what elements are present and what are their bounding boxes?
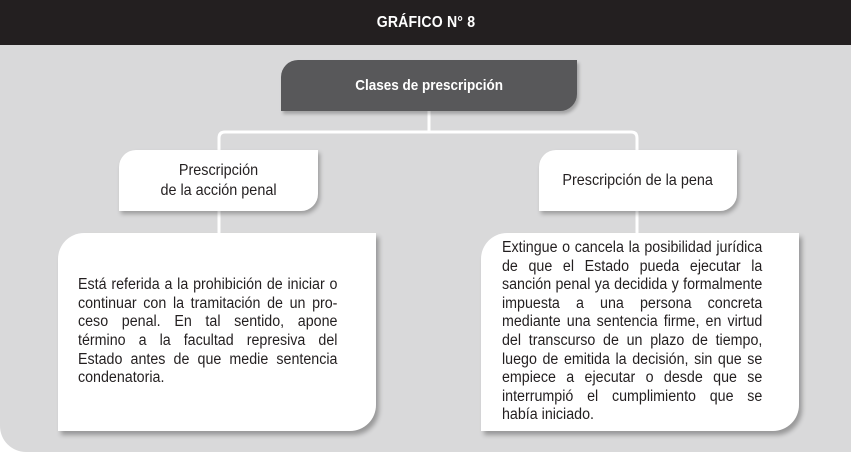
description-text: Está referida a la prohibición de iniciar o continuar con la tramitación de un pro-ceso penal. En tal sentido, apone término a la facultad represiva del Estado antes de que medie sentencia condenatoria. <box>78 276 338 387</box>
root-node <box>281 60 577 111</box>
branch-node-accion-penal <box>119 150 318 211</box>
root-node-label: Clases de prescripción <box>355 77 503 94</box>
connector-horizontal <box>219 132 637 150</box>
description-node-pena <box>481 233 799 431</box>
branch-node-label: Prescripción de la acción penal <box>160 161 277 199</box>
branch-node-pena <box>539 150 737 211</box>
description-node-accion-penal <box>58 233 376 431</box>
figure-title: GRÁFICO N° 8 <box>376 13 475 31</box>
description-text: Extingue o cancela la posibilidad jurídica de que el Estado pueda ejecutar la sanción penal ya decidida y formalmente impuesta a una persona concreta mediante una sentencia firme, en virtud del transcurso de un plazo de tiempo, luego de emitida la decisión, sin que se empiece a ejecutar o desde que se interrumpió el cumplimiento que se había iniciado. <box>502 239 763 424</box>
branch-node-label: Prescripción de la pena <box>562 171 714 189</box>
